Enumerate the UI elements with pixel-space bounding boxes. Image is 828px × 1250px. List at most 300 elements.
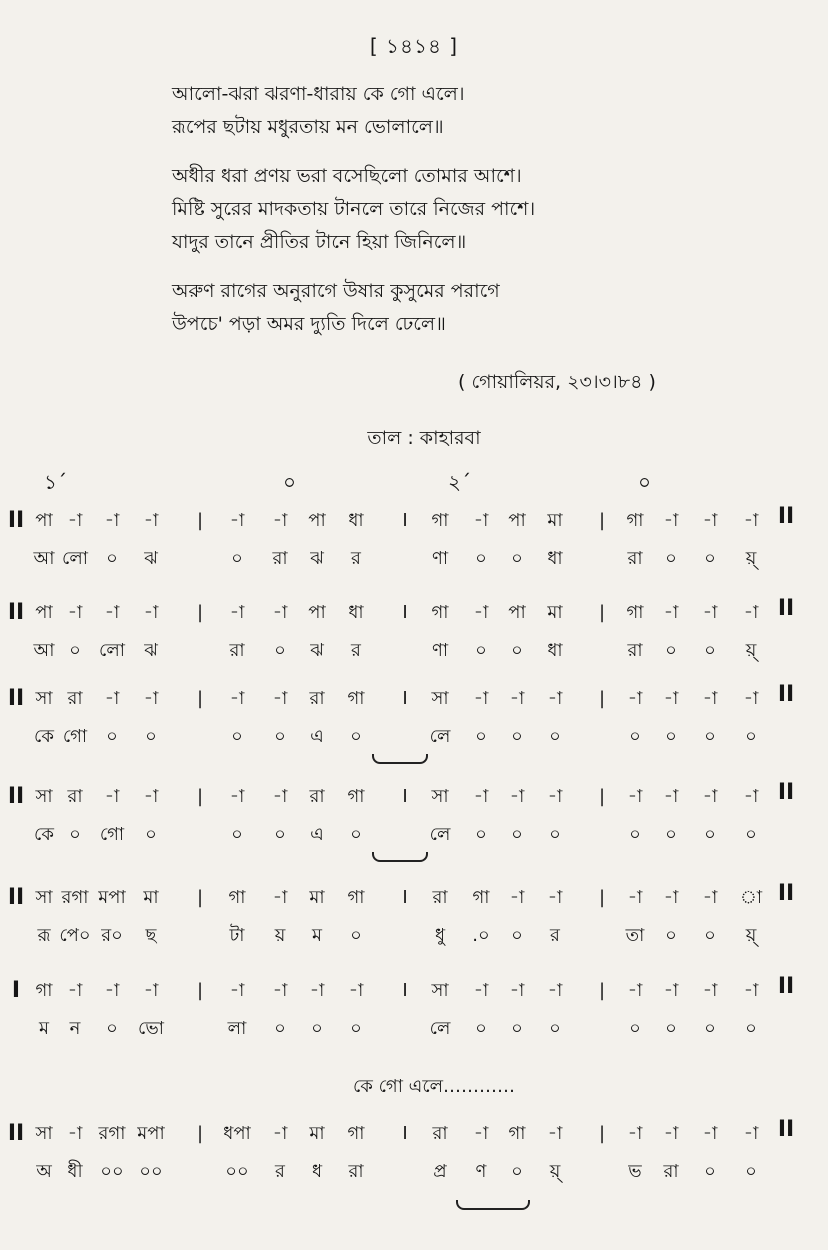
lyrics-line: রূপের ছটায় মধুরতায় মন ভোলালে॥ [172,116,444,138]
swara-note: -া [229,510,245,531]
lyric-syllable: ০ [145,726,157,747]
lyric-syllable: লে [429,726,451,747]
swara-note: -া [702,887,718,908]
swara-note: -া [663,510,679,531]
lyrics-line: অধীর ধরা প্রণয় ভরা বসেছিলো তোমার আশে। [172,165,522,187]
swara-note: গা [347,1123,365,1144]
lyric-syllable: র [351,640,361,661]
lyric-syllable: য়্ [745,925,757,946]
swara-note: -া [547,980,563,1001]
swara-note: সা [35,1123,53,1144]
lyric-syllable: ০ [231,548,243,569]
swara-note: -া [702,510,718,531]
swara-note: গা [626,510,644,531]
lyric-syllable: ন [69,1018,81,1039]
lyric-syllable: ধা [547,548,563,569]
lyric-syllable: রূ [37,925,51,946]
lyric-syllable: ০০ [100,1161,124,1182]
swara-note: গা [347,786,365,807]
lyric-syllable: ০ [475,824,487,845]
swara-note: -া [67,602,83,623]
lyric-syllable: র [351,548,361,569]
lyric-syllable-line [0,721,828,753]
lyric-syllable: গো [99,824,125,845]
barline: I [402,1123,408,1144]
swara-note: -া [272,1123,288,1144]
lyric-syllable: লা [227,1018,247,1039]
lyric-syllable: ০ [511,1161,523,1182]
end-barline: II [777,504,795,529]
swara-note: রগা [61,887,89,908]
lyric-syllable: ০ [549,1018,561,1039]
swara-note: মা [309,1123,325,1144]
swara-note: -া [104,786,120,807]
swara-note: রা [432,1123,448,1144]
swara-note: -া [547,887,563,908]
swara-note: -া [702,688,718,709]
swara-note: -া [272,688,288,709]
lyric-syllable: য়্ [745,640,757,661]
swara-note: -া [229,980,245,1001]
end-barline: II [777,1117,795,1142]
swara-note: -া [663,887,679,908]
lyric-syllable: ণ [475,1161,487,1182]
swara-note: -া [229,688,245,709]
taal-heading: তাল : কাহারবা [367,427,481,449]
end-barline: II [777,780,795,805]
swara-note: পা [508,510,526,531]
lyric-syllable: ০ [475,1018,487,1039]
swara-note: -া [473,602,489,623]
swara-note: মা [547,602,563,623]
swara-note: -া [743,786,759,807]
lyric-syllable: ০ [350,824,362,845]
lyric-syllable: ০ [511,925,523,946]
swara-note: -া [663,688,679,709]
lyric-syllable: ০ [69,640,81,661]
barline: | [598,887,606,908]
lyric-syllable: ০ [745,1161,757,1182]
lyric-syllable: রা [348,1161,364,1182]
swara-note: -া [67,1123,83,1144]
barline: | [196,980,204,1001]
swara-note: -া [473,980,489,1001]
swara-note: -া [547,786,563,807]
notation-row [0,505,828,573]
swara-note: -া [743,688,759,709]
notation-row [0,882,828,950]
swara-note: মা [143,887,159,908]
lyric-syllable: ০ [511,640,523,661]
swara-note: -া [702,786,718,807]
notation-row [0,683,828,751]
barline: | [196,887,204,908]
slur-mark [372,754,428,764]
lyric-syllable: ০ [511,548,523,569]
barline: I [402,980,408,1001]
lyric-syllable: ০ [665,548,677,569]
swara-note: -া [143,786,159,807]
lyric-syllable: ০ [231,824,243,845]
refrain-cue: কে গো এলে………… [353,1076,515,1097]
swara-note: -া [143,510,159,531]
barline: | [196,786,204,807]
song-lyrics [172,78,732,357]
slur-mark [456,1200,530,1210]
lyrics-line: যাদুর তানে প্রীতির টানে হিয়া জিনিলে॥ [172,231,467,253]
lyric-syllable: রা [663,1161,679,1182]
place-date: ( গোয়ালিয়র, ২৩।৩।৮৪ ) [458,371,656,393]
swara-note: সা [431,980,449,1001]
lyric-syllable: লো [62,548,88,569]
barline: | [598,510,606,531]
swara-note: -া [272,510,288,531]
swara-note: -া [702,1123,718,1144]
swara-note: গা [472,887,490,908]
swara-note: -া [509,980,525,1001]
swara-note: -া [104,510,120,531]
swara-note: গা [347,688,365,709]
lyrics-stanza [172,275,732,341]
swara-note: -া [509,688,525,709]
lyric-syllable: ধা [547,640,563,661]
lyric-syllable: ০ [665,726,677,747]
swara-note: -া [67,980,83,1001]
barline: I [402,786,408,807]
swara-note: -া [272,602,288,623]
lyric-syllable: প্র [433,1161,447,1182]
lyric-syllable: লে [429,824,451,845]
start-barline: II [7,784,25,809]
lyric-syllable: ধু [434,925,446,946]
swara-note: -া [663,980,679,1001]
lyric-syllable: তা [625,925,645,946]
swara-line [0,882,828,914]
swara-note: -া [229,602,245,623]
start-barline: II [7,508,25,533]
swara-note: -া [143,980,159,1001]
barline: | [196,602,204,623]
swara-note: মপা [137,1123,165,1144]
lyric-syllable: ০ [274,824,286,845]
lyric-syllable: ভো [138,1018,164,1039]
swara-note: মা [309,887,325,908]
swara-note: -া [272,887,288,908]
lyric-syllable: ০ [231,726,243,747]
swara-note: -া [627,786,643,807]
barline: | [598,786,606,807]
swara-line [0,505,828,537]
lyric-syllable: ০ [350,726,362,747]
lyric-syllable: ০ [665,925,677,946]
swara-note: রা [67,688,83,709]
swara-note: -া [473,1123,489,1144]
swara-line [0,683,828,715]
lyric-syllable: ছ [145,925,157,946]
lyric-syllable: ০ [745,726,757,747]
swara-note: -া [663,1123,679,1144]
lyric-syllable: ০ [704,1161,716,1182]
lyric-syllable: ০ [475,548,487,569]
start-barline: II [7,600,25,625]
swara-note: -া [743,602,759,623]
lyrics-line: আলো-ঝরা ঝরণা-ধারায় কে গো এলে। [172,83,465,105]
lyrics-stanza [172,78,732,144]
beat-mark-2: ০ [283,470,297,494]
barline: | [598,1123,606,1144]
lyric-syllable: ০ [511,824,523,845]
lyric-syllable: লে [429,1018,451,1039]
start-barline: I [11,978,21,1003]
lyric-syllable: ০ [704,925,716,946]
notation-row [0,597,828,665]
lyric-syllable: ০ [311,1018,323,1039]
lyric-syllable: ঝ [144,548,158,569]
swara-note: -া [473,510,489,531]
swara-note: সা [431,786,449,807]
lyric-syllable: য় [274,925,286,946]
barline: | [598,602,606,623]
lyric-syllable: ০ [704,726,716,747]
swara-note: -া [702,980,718,1001]
lyric-syllable-line [0,635,828,667]
swara-note: -া [67,510,83,531]
swara-line [0,1118,828,1150]
swara-note: পা [308,510,326,531]
lyric-syllable: ০ [549,824,561,845]
lyric-syllable: ঝ [310,640,324,661]
swara-note: পা [35,602,53,623]
lyric-syllable: ম [39,1018,49,1039]
lyric-syllable: ০ [665,1018,677,1039]
lyric-syllable-line [0,920,828,952]
lyric-syllable-line [0,543,828,575]
swara-note: গা [626,602,644,623]
lyric-syllable: ০ [745,824,757,845]
swara-note: -া [627,980,643,1001]
lyric-syllable: ণা [431,640,449,661]
lyric-syllable: রা [229,640,245,661]
lyric-syllable: ০ [511,1018,523,1039]
swara-note: রা [309,688,325,709]
end-barline: II [777,682,795,707]
lyric-syllable: য়্ [745,548,757,569]
lyric-syllable: রা [627,640,643,661]
swara-note: -া [473,688,489,709]
lyric-syllable: ০ [69,824,81,845]
swara-note: -া [663,786,679,807]
lyric-syllable: য়্ [549,1161,561,1182]
lyric-syllable: ০ [704,548,716,569]
swara-note: -া [229,786,245,807]
lyric-syllable-line [0,819,828,851]
swara-note: পা [508,602,526,623]
lyric-syllable: র০ [101,925,123,946]
lyric-syllable: এ [310,824,324,845]
swara-note: -া [663,602,679,623]
lyric-syllable: ০ [106,726,118,747]
slur-mark [372,852,428,862]
lyric-syllable: ০ [274,1018,286,1039]
swara-note: সা [35,887,53,908]
swara-note: -া [547,1123,563,1144]
lyric-syllable: এ [310,726,324,747]
swara-note: -া [509,887,525,908]
swara-note: সা [431,688,449,709]
barline: | [598,980,606,1001]
lyric-syllable: কে [34,824,54,845]
swara-note: ধপা [223,1123,251,1144]
swara-note: গা [431,602,449,623]
notation-row [0,781,828,849]
swara-note: সা [35,786,53,807]
swara-note: পা [308,602,326,623]
swara-note: মপা [98,887,126,908]
swara-note: রা [432,887,448,908]
lyric-syllable: ০ [629,726,641,747]
lyrics-line: মিষ্টি সুরের মাদকতায় টানলে তারে নিজের পাশে। [172,198,536,220]
end-barline: II [777,881,795,906]
barline: | [598,688,606,709]
lyric-syllable: ০ [629,1018,641,1039]
swara-note: গা [431,510,449,531]
swara-note: -া [309,980,325,1001]
lyric-syllable: ০ [704,640,716,661]
end-barline: II [777,974,795,999]
barline: | [196,510,204,531]
swara-note: -া [104,602,120,623]
lyric-syllable: ০০ [139,1161,163,1182]
lyric-syllable: ০ [629,824,641,845]
swara-note: -া [104,688,120,709]
lyric-syllable: ণা [431,548,449,569]
lyric-syllable: ০ [106,548,118,569]
lyric-syllable: র [550,925,560,946]
swara-note: গা [508,1123,526,1144]
lyric-syllable: ০ [274,726,286,747]
start-barline: II [7,686,25,711]
lyric-syllable: পে০ [59,925,91,946]
swara-note: -া [743,1123,759,1144]
swara-note: -া [627,887,643,908]
lyric-syllable: ধী [67,1161,83,1182]
lyric-syllable: ০ [745,1018,757,1039]
beat-mark-4: ০ [638,470,652,494]
swara-note: -া [348,980,364,1001]
swara-note: া [739,887,763,908]
lyric-syllable: রা [272,548,288,569]
lyrics-line: উপচে' পড়া অমর দ্যুতি দিলে ঢেলে॥ [172,313,446,335]
swara-note: রগা [98,1123,126,1144]
swara-note: -া [627,688,643,709]
start-barline: II [7,885,25,910]
page-number: [ ১৪১৪ ] [369,34,459,58]
swara-note: পা [35,510,53,531]
lyric-syllable: ০ [704,824,716,845]
lyric-syllable: র [275,1161,285,1182]
lyric-syllable: ০০ [225,1161,249,1182]
swara-note: রা [309,786,325,807]
lyric-syllable: ০ [511,726,523,747]
lyric-syllable: ০ [475,726,487,747]
swara-note: -া [143,602,159,623]
beat-mark-3: ২´ [448,470,472,494]
barline: I [402,510,408,531]
lyric-syllable-line [0,1013,828,1045]
lyrics-stanza [172,160,732,259]
swara-note: -া [743,510,759,531]
swara-line [0,597,828,629]
swara-note: ধা [348,602,364,623]
barline: I [402,602,408,623]
lyric-syllable: গো [62,726,88,747]
lyric-syllable: ধ [311,1161,323,1182]
lyric-syllable: ০ [665,640,677,661]
lyric-syllable: ০ [274,640,286,661]
lyric-syllable: ০ [665,824,677,845]
swara-note: -া [547,688,563,709]
barline: I [402,688,408,709]
swara-note: -া [702,602,718,623]
lyric-syllable: আ [33,640,55,661]
lyric-syllable: ০ [704,1018,716,1039]
lyric-syllable: ঝ [310,548,324,569]
lyric-syllable: ঝ [144,640,158,661]
start-barline: II [7,1121,25,1146]
swara-line [0,781,828,813]
swara-note: -া [509,786,525,807]
swara-note: সা [35,688,53,709]
swara-note: গা [228,887,246,908]
swara-note: ধা [348,510,364,531]
lyric-syllable: .০ [472,925,490,946]
lyric-syllable: ভ [628,1161,642,1182]
lyric-syllable: রা [627,548,643,569]
end-barline: II [777,596,795,621]
barline: | [196,1123,204,1144]
lyric-syllable: কে [34,726,54,747]
barline: I [402,887,408,908]
swara-note: -া [272,786,288,807]
swara-note: মা [547,510,563,531]
notation-row [0,1118,828,1186]
lyrics-line: অরুণ রাগের অনুরাগে উষার কুসুমের পরাগে [172,280,500,302]
beat-mark-1: ১´ [44,470,67,494]
swara-note: -া [473,786,489,807]
lyric-syllable: ০ [549,726,561,747]
barline: | [196,688,204,709]
lyric-syllable: ০ [475,640,487,661]
lyric-syllable: টা [229,925,245,946]
swara-note: গা [35,980,53,1001]
lyric-syllable: ০ [106,1018,118,1039]
lyric-syllable: ০ [350,1018,362,1039]
swara-note: রা [67,786,83,807]
lyric-syllable: ম [312,925,322,946]
swara-note: -া [272,980,288,1001]
notation-row [0,975,828,1043]
lyric-syllable: আ [33,548,55,569]
swara-note: গা [347,887,365,908]
swara-note: -া [627,1123,643,1144]
swara-note: -া [743,980,759,1001]
lyric-syllable: লো [99,640,125,661]
lyric-syllable: অ [36,1161,52,1182]
lyric-syllable: ০ [350,925,362,946]
swara-note: -া [143,688,159,709]
swara-note: -া [104,980,120,1001]
lyric-syllable-line [0,1156,828,1188]
